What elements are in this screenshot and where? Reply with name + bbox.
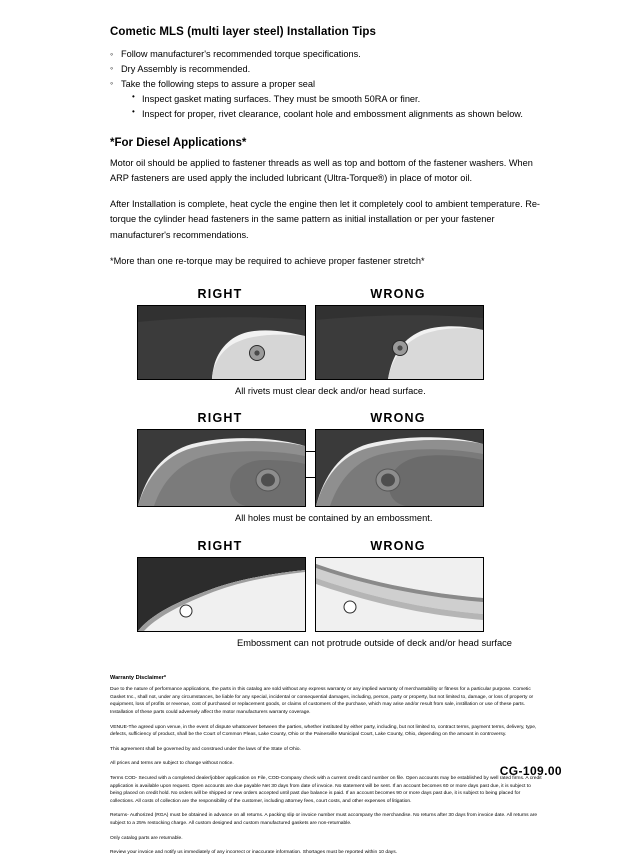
figure-wrong-rivet: [315, 287, 482, 380]
figure-image-wrong-protrusion: [315, 557, 484, 632]
warranty-paragraph: Terms COD- Secured with a completed dealer/jobber application on File, COD-Company check with a current credit card number on file. Open accounts may be established by well rated firms. A credit application is available upon request. Open accounts are due payable Net 30 days from date of invoice. No statement will be sent. If an account becomes 60 or more days past due, it is subject to being placed on credit hold. No orders will be shipped or new orders accepted until past due balance is paid. If an account becomes 90 or more days past due, it is subject to being placed for collections. All costs of collection are the responsibility of the customer, including attorney fees, court costs, and other expenses of litigation.: [110, 775, 542, 804]
warranty-paragraph: Returns- Authorized (RGA) must be obtained in advance on all returns. A packing slip or invoice number must accompany the merchandise. No returns after 30 days from invoice date. All returns are subject to a 25% restocking charge. All custom designed and custom manufactured gaskets are non-returnable.: [110, 813, 538, 826]
figure-image-wrong-embossment: [315, 429, 484, 507]
figure-wrong-protrusion: [315, 539, 482, 632]
figure-wrong-embossment: [315, 411, 482, 507]
figure-caption-rivet: All rivets must clear deck and/or head surface.: [235, 385, 426, 396]
document-id: CG-109.00: [499, 764, 562, 778]
list-item: ◦ Follow manufacturer's recommended torque specifications.: [110, 47, 584, 62]
list-item: [110, 77, 584, 122]
warranty-paragraph: Due to the nature of performance applications, the parts in this catalog are sold without any express warranty or any implied warranty of merchantability or fitness for a particular purpose. Cometic Gasket Inc., shall not, under any circumstances, be liable for any special, incidental or consequential damages, including, person, party or property, but not limited to, damage, or loss of property or equipment, loss of profits or revenue, cost of purchased or replacement goods, or claims of customers of the purchase, which may arise and/or result from sale, instillation or use of these parts. Installation of these parts could adversely affect the motor manufacturers warranty coverage.: [110, 687, 534, 715]
figure-caption-embossment: All holes must be contained by an embossment.: [235, 513, 433, 524]
installation-sub-list: [121, 92, 584, 122]
figure-label-right: RIGHT: [197, 538, 243, 553]
list-item: ◦ Dry Assembly is recommended.: [110, 62, 584, 77]
figure-label-right: RIGHT: [197, 411, 243, 426]
warranty-paragraph: This agreement shall be governed by and construed under the laws of the State of Ohio.: [110, 746, 301, 752]
diesel-paragraph-2: After Installation is complete, heat cycle the engine then let it completely cool to ambient temperature. Re-torque the cylinder head fasteners in the same pattern as initial installation or per your fastener manufacturer's recommendations.: [110, 199, 540, 240]
figure-image-right-protrusion: [137, 557, 306, 632]
figure-label-wrong: WRONG: [370, 411, 426, 426]
page-title: Cometic MLS (multi layer steel) Installation Tips: [110, 26, 377, 38]
figure-right-protrusion: [137, 539, 304, 632]
list-item: • Inspect for proper, rivet clearance, coolant hole and embossment alignments as shown below.: [132, 107, 584, 122]
diesel-paragraph-1: Motor oil should be applied to fastener threads as well as top and bottom of the fastener washers. When ARP fasteners are used apply the included lubricant (Ultra-Torque®) in place of motor oil.: [110, 157, 533, 183]
figure-row-embossment: [34, 411, 584, 507]
warranty-heading: Warranty Disclaimer*: [110, 675, 167, 682]
figure-image-right-embossment: [137, 429, 306, 507]
warranty-paragraph: Only catalog parts are returnable.: [110, 835, 183, 841]
warranty-paragraph: Review your invoice and notify us immediately of any incorrect or inaccurate information. Shortages must be reported within 10 days.: [110, 850, 398, 856]
warranty-paragraph: VENUE-The agreed upon venue, in the event of dispute whatsoever between the parties, whether instituted by either party, including, but not limited to, contract terms, payment terms, delivery, type, defects, sufficiency of product, shall be the Court of Common Pleas, Lake County, Ohio or the Painesville Municipal Court, Lake County, Ohio, depending on the amount in controversy.: [110, 724, 537, 738]
figure-right-embossment: [137, 411, 304, 507]
diesel-applications-heading: *For Diesel Applications*: [110, 136, 247, 149]
figure-row-rivet-clearance: [34, 287, 584, 380]
figure-label-wrong: WRONG: [370, 538, 426, 553]
figure-right-rivet: [137, 287, 304, 380]
figure-caption-protrusion: Embossment can not protrude outside of deck and/or head surface: [237, 637, 512, 648]
figure-label-wrong: WRONG: [370, 286, 426, 301]
warranty-paragraph: All prices and terms are subject to change without notice.: [110, 761, 234, 767]
figure-row-protrusion: [34, 539, 584, 632]
figure-label-right: RIGHT: [197, 286, 243, 301]
figures-section: [34, 287, 584, 650]
retorque-note: *More than one re-torque may be required to achieve proper fastener stretch*: [110, 255, 425, 266]
list-item-label: Take the following steps to assure a proper seal: [121, 78, 316, 89]
list-item: • Inspect gasket mating surfaces. They must be smooth 50RA or finer.: [132, 92, 584, 107]
installation-tips-list: [110, 47, 584, 122]
figure-image-wrong-rivet: [315, 305, 484, 380]
figure-image-right-rivet: [137, 305, 306, 380]
